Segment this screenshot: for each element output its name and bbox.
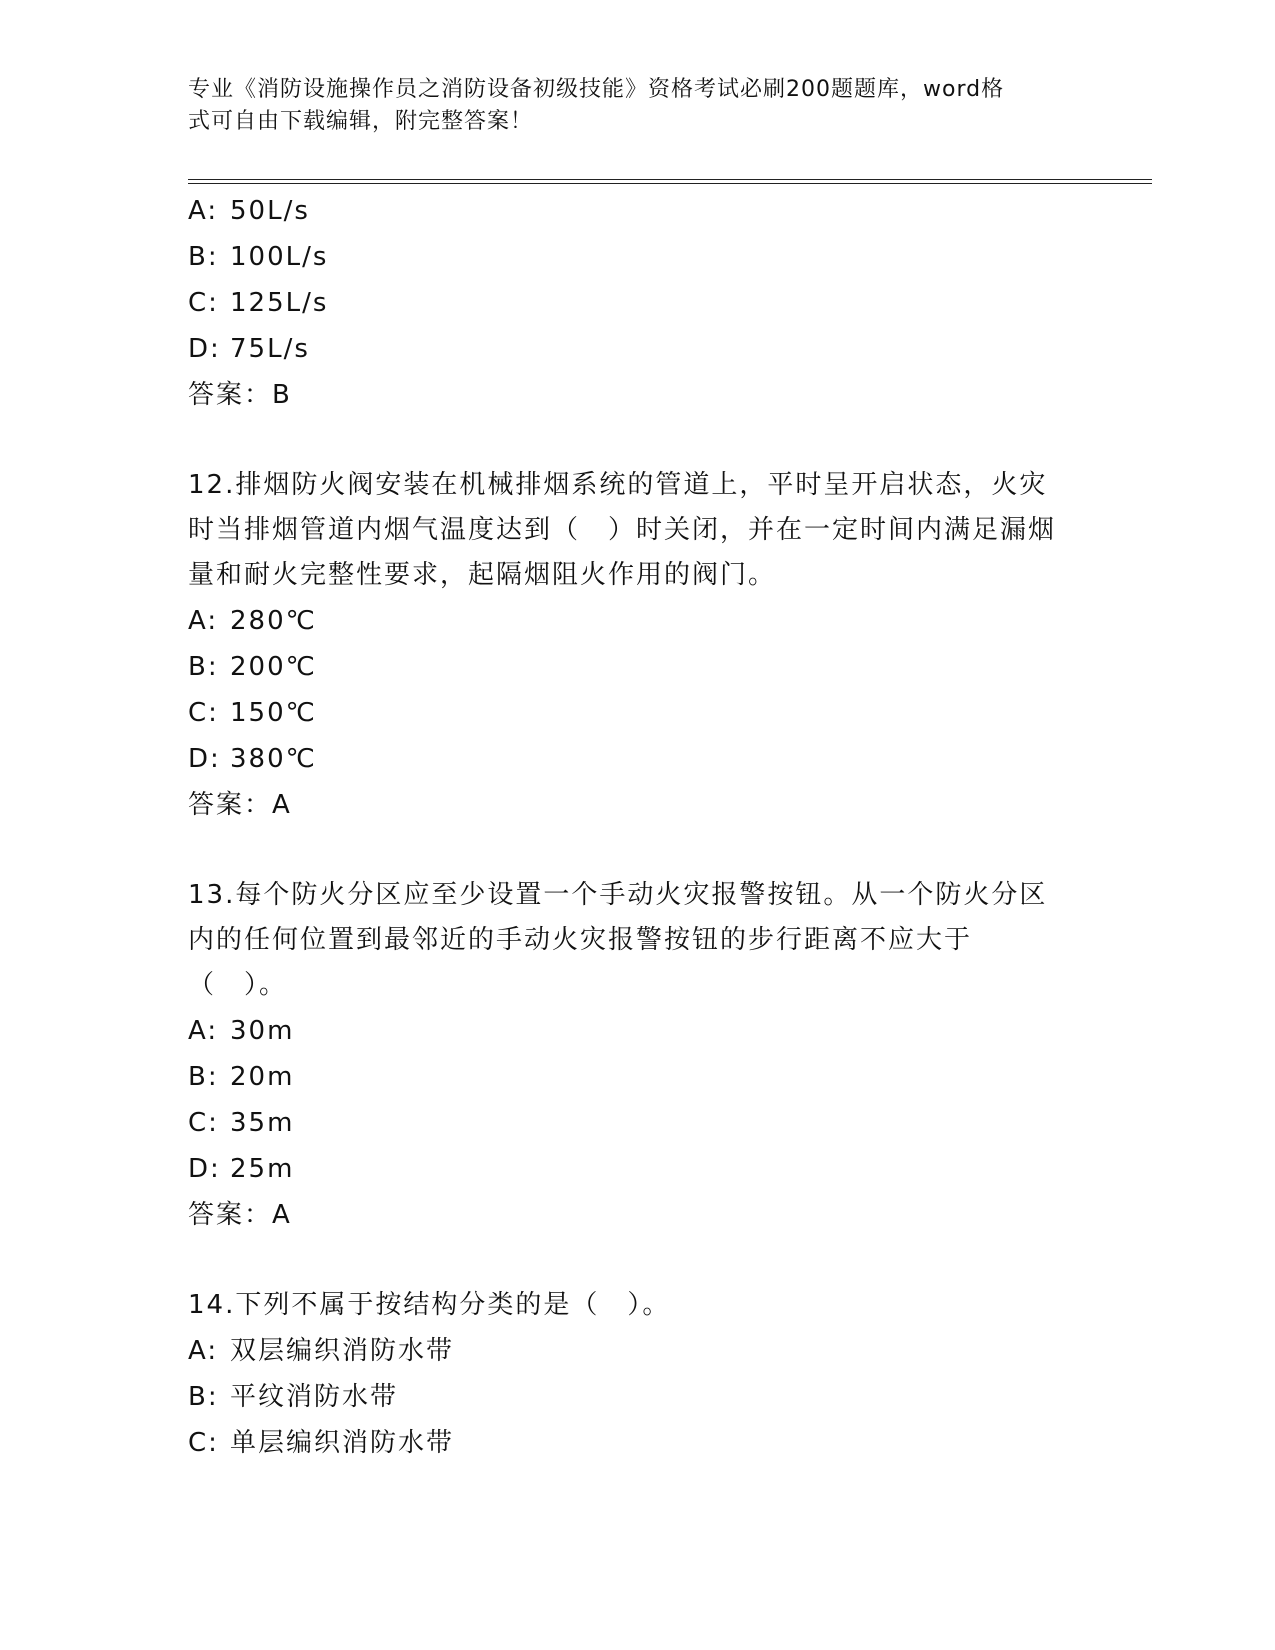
question-text: 14.下列不属于按结构分类的是（ ）。: [188, 1290, 671, 1320]
question-text: 12.排烟防火阀安装在机械排烟系统的管道上，平时呈开启状态，火灾时当排烟管道内烟气温度达到（ ）时关闭，并在一定时间内满足漏烟量和耐火完整性要求，起隔烟阻火作用的阀门。: [188, 470, 1057, 590]
option-b: B: 100L/s: [188, 242, 329, 272]
option-b: B: 200℃: [188, 652, 317, 682]
question-block: [188, 463, 1088, 828]
option-c: C: 150℃: [188, 698, 317, 728]
header-divider-bottom: [188, 183, 1152, 184]
option-d: D: 25m: [188, 1154, 295, 1184]
answer: 答案：A: [188, 1200, 292, 1230]
option-a: A: 30m: [188, 1016, 295, 1046]
header-line-1: 专业《消防设施操作员之消防设备初级技能》资格考试必刷200题题库，word格: [188, 77, 1005, 102]
question-text: 13.每个防火分区应至少设置一个手动火灾报警按钮。从一个防火分区内的任何位置到最邻近的手动火灾报警按钮的步行距离不应大于（ ）。: [188, 880, 1048, 1000]
answer: 答案：A: [188, 790, 292, 820]
document-header: [188, 74, 1068, 138]
option-d: D: 380℃: [188, 744, 317, 774]
option-b: B: 20m: [188, 1062, 295, 1092]
header-divider-top: [188, 179, 1152, 180]
option-a: A: 双层编织消防水带: [188, 1336, 455, 1366]
question-block: [188, 873, 1088, 1238]
option-c: C: 单层编织消防水带: [188, 1428, 455, 1458]
questions-list: [188, 188, 1088, 1466]
option-a: A: 280℃: [188, 606, 317, 636]
answer: 答案：B: [188, 380, 292, 410]
question-block: [188, 1283, 1088, 1466]
option-a: A: 50L/s: [188, 196, 310, 226]
option-b: B: 平纹消防水带: [188, 1382, 399, 1412]
question-block: [188, 188, 1088, 418]
option-c: C: 125L/s: [188, 288, 329, 318]
header-line-2: 式可自由下载编辑，附完整答案！: [188, 109, 534, 134]
option-d: D: 75L/s: [188, 334, 310, 364]
option-c: C: 35m: [188, 1108, 295, 1138]
